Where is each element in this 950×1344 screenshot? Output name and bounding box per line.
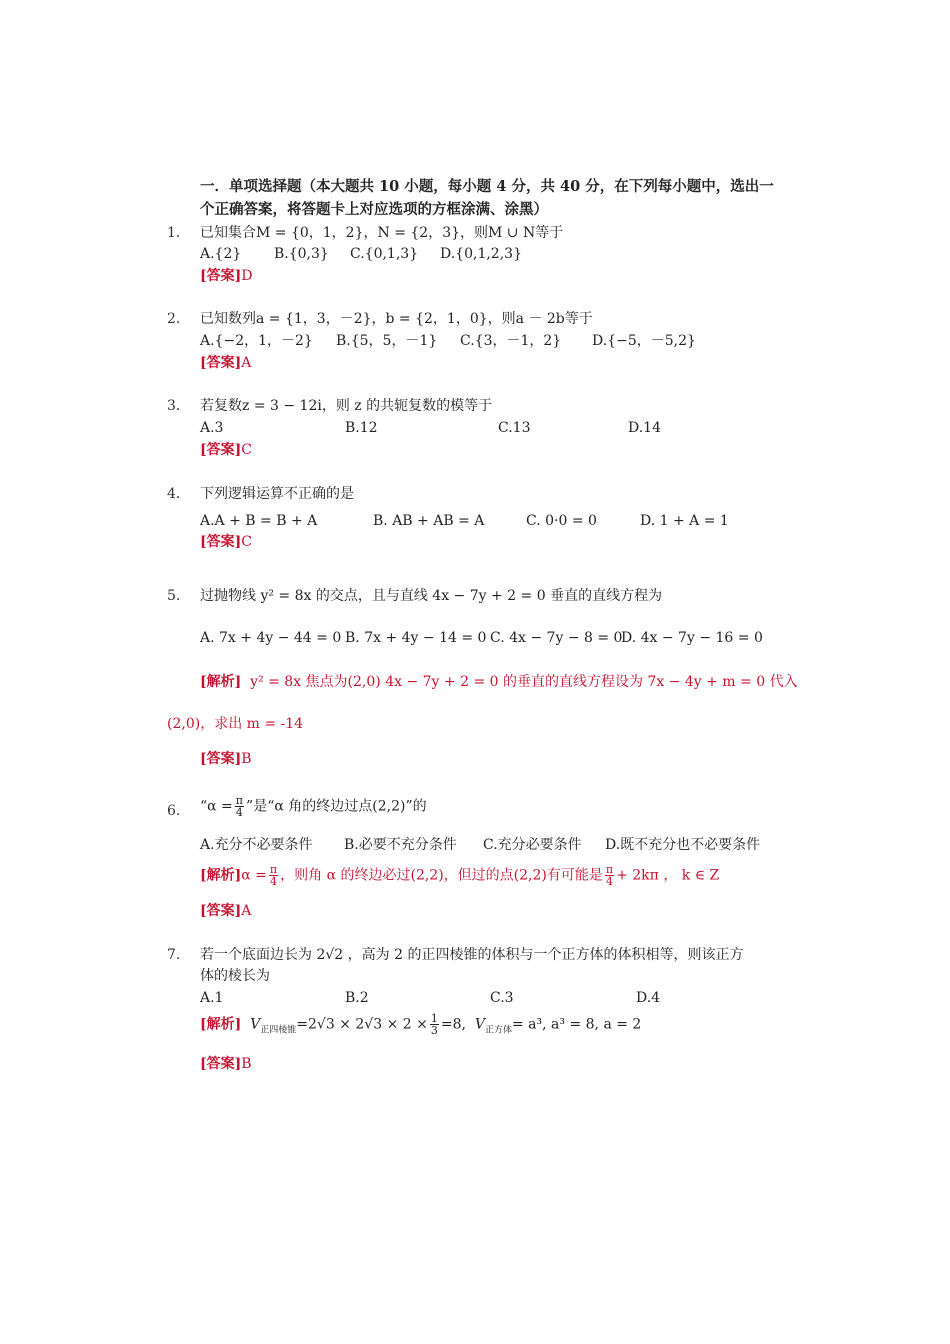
analysis-tag: [解析] — [200, 674, 242, 690]
q7-stem-line1: 若一个底面边长为 2√2 ，高为 2 的正四棱锥的体积与一个正方体的体积相等，则该正方 — [200, 947, 744, 963]
answer-tag: [答案] — [200, 903, 242, 919]
q7-analysis-frac-denominator: 3 — [430, 1024, 438, 1037]
q5-option-a: A. 7x + 4y − 44 = 0 — [200, 630, 342, 646]
q6-option-b: B.必要不充分条件 — [344, 837, 457, 853]
q3-answer-value: C — [241, 442, 252, 458]
q6-analysis-frac2-numerator: π — [605, 863, 614, 876]
q4-stem: 下列逻辑运算不正确的是 — [200, 486, 354, 502]
q7-option-d: D.4 — [636, 990, 661, 1006]
q6-analysis-mid: ，则角 α 的终边必过(2,2)，但过的点(2,2)有可能是 — [280, 867, 603, 884]
q2-option-b: B.{5，5，－1} — [336, 333, 438, 349]
q6-option-d: D.既不充分也不必要条件 — [605, 837, 761, 853]
q1-option-d: D.{0,1,2,3} — [440, 246, 522, 262]
q6-analysis-fraction — [269, 864, 278, 887]
q5-option-c: C. 4x − 7y − 8 = 0 — [490, 630, 623, 646]
q6-answer-value: A — [241, 903, 252, 919]
q1-number: 1. — [167, 225, 181, 241]
q3-option-b: B.12 — [345, 420, 378, 436]
q1-option-c: C.{0,1,3} — [350, 246, 419, 262]
q5-answer-value: B — [241, 751, 252, 767]
q7-analysis-v1: V — [250, 1016, 261, 1033]
q2-number: 2. — [167, 311, 181, 327]
q7-option-b: B.2 — [345, 990, 369, 1006]
q4-option-c: C. 0·0 = 0 — [526, 513, 597, 529]
q3-answer — [200, 442, 252, 459]
q5-option-b: B. 7x + 4y − 14 = 0 — [345, 630, 487, 646]
answer-tag: [答案] — [200, 442, 242, 458]
q2-option-a: A.{−2，1，－2} — [200, 333, 313, 349]
q6-stem-pre: “α = — [200, 798, 233, 815]
q2-stem: 已知数列a = {1，3，－2}，b = {2，1，0}，则a － 2b等于 — [200, 311, 593, 327]
q4-option-a: A.A + B = B + A — [200, 513, 318, 529]
q6-analysis-frac2-denominator: 4 — [605, 875, 613, 888]
q7-option-a: A.1 — [200, 990, 224, 1006]
q6-analysis-frac-numerator: π — [269, 863, 278, 876]
q6-stem-fraction — [235, 795, 244, 818]
q6-option-a: A.充分不必要条件 — [200, 837, 313, 853]
analysis-tag: [解析] — [200, 867, 242, 884]
q7-number: 7. — [167, 947, 181, 963]
q4-option-b: B. AB + AB = A — [373, 513, 485, 529]
q7-analysis-expr1: =2√3 × 2√3 × 2 × — [296, 1016, 428, 1033]
q2-option-d: D.{−5，－5,2} — [592, 333, 696, 349]
q7-analysis-expr3: = a³, a³ = 8, a = 2 — [512, 1016, 642, 1033]
section-header-line2: 个正确答案，将答题卡上对应选项的方框涂满、涂黑） — [200, 201, 548, 218]
q7-analysis — [200, 1013, 641, 1036]
section-header-line1: 一．单项选择题（本大题共 10 小题，每小题 4 分，共 40 分，在下列每小题中，选出一 — [200, 178, 774, 195]
q3-option-a: A.3 — [200, 420, 224, 436]
q6-option-c: C.充分必要条件 — [483, 837, 582, 853]
q1-option-a: A.{2} — [200, 246, 242, 262]
q5-option-d: D. 4x − 7y − 16 = 0 — [621, 630, 763, 646]
q6-answer — [200, 903, 251, 920]
q6-stem — [200, 795, 427, 818]
q4-option-d: D. 1 + A = 1 — [640, 513, 729, 529]
q7-analysis-sub2: 正方体 — [484, 1025, 512, 1036]
q7-option-c: C.3 — [490, 990, 514, 1006]
answer-tag: [答案] — [200, 268, 242, 284]
q1-answer-value: D — [241, 268, 253, 284]
q4-number: 4. — [167, 486, 181, 502]
q6-analysis-pre: α = — [241, 867, 267, 884]
q2-answer — [200, 355, 251, 372]
q2-option-c: C.{3，－1，2} — [460, 333, 562, 349]
answer-tag: [答案] — [200, 534, 242, 550]
answer-tag: [答案] — [200, 751, 242, 767]
q5-answer — [200, 751, 252, 768]
q5-number: 5. — [167, 588, 181, 604]
q1-stem: 已知集合M = {0，1，2}，N = {2，3}，则M ∪ N等于 — [200, 225, 564, 241]
q7-answer-value: B — [241, 1056, 252, 1072]
q7-analysis-fraction — [430, 1013, 439, 1036]
q3-option-d: D.14 — [628, 420, 661, 436]
answer-tag: [答案] — [200, 355, 242, 371]
q5-analysis-text1: y² = 8x 焦点为(2,0) 4x − 7y + 2 = 0 的垂直的直线方程设为 7x − 4y + m = 0 代入 — [250, 674, 798, 690]
q3-option-c: C.13 — [498, 420, 531, 436]
q7-answer — [200, 1056, 252, 1073]
q6-number: 6. — [167, 803, 181, 819]
q6-analysis-post: + 2kπ ， k ∈ Z — [616, 867, 720, 884]
q4-answer-value: C — [241, 534, 252, 550]
q7-analysis-v2: V — [474, 1016, 485, 1033]
q6-analysis-frac-denominator: 4 — [270, 875, 277, 888]
q6-frac-denominator: 4 — [235, 806, 243, 819]
q7-analysis-sub1: 正四棱锥 — [260, 1025, 297, 1036]
q3-stem: 若复数z = 3 − 12i，则 z 的共轭复数的模等于 — [200, 398, 493, 414]
q7-analysis-frac-numerator: 1 — [430, 1012, 438, 1025]
answer-tag: [答案] — [200, 1056, 242, 1072]
q3-number: 3. — [167, 398, 181, 414]
q2-answer-value: A — [241, 355, 252, 371]
q5-analysis-line1 — [200, 674, 798, 691]
q5-stem: 过抛物线 y² = 8x 的交点，且与直线 4x − 7y + 2 = 0 垂直的直线方程为 — [200, 588, 663, 604]
q6-frac-numerator: π — [235, 794, 244, 807]
q6-stem-post: ”是“α 角的终边过点(2,2)”的 — [246, 798, 427, 815]
q1-option-b: B.{0,3} — [274, 246, 329, 262]
q6-analysis — [200, 864, 719, 887]
q5-analysis-line2: (2,0)，求出 m = -14 — [167, 716, 304, 732]
q7-stem-line2: 体的棱长为 — [200, 968, 270, 984]
q4-answer — [200, 534, 252, 551]
analysis-tag: [解析] — [200, 1016, 242, 1033]
q1-answer — [200, 268, 252, 285]
q7-analysis-expr2: =8, — [440, 1016, 466, 1033]
q6-analysis-fraction-2 — [605, 864, 614, 887]
